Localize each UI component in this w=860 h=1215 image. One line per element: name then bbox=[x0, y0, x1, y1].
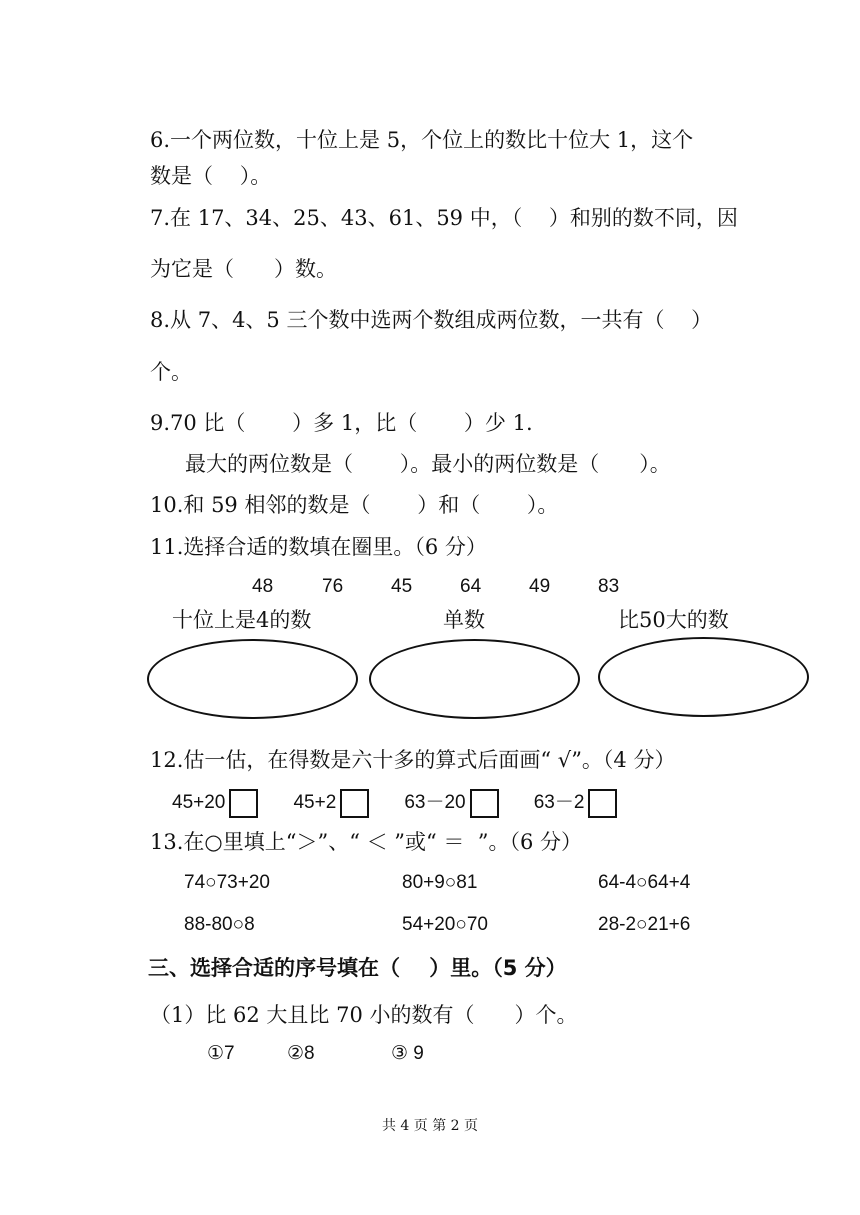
q12-expr: 63－2 bbox=[533, 792, 585, 813]
q8-line2: 个。 bbox=[150, 360, 192, 384]
section3-title: 三、选择合适的序号填在（ ）里。（5 分） bbox=[148, 956, 567, 980]
q13-expr: 88-80○8 bbox=[184, 914, 255, 935]
q12-expr: 63－20 bbox=[404, 792, 466, 813]
q11-number: 76 bbox=[322, 576, 344, 597]
q11-number: 45 bbox=[391, 576, 413, 597]
q12-expr: 45+20 bbox=[172, 792, 226, 813]
q13-title: 13.在○里填上“＞”、“ ＜ ”或“ ＝ ”。（6 分） bbox=[150, 830, 583, 854]
check-box[interactable] bbox=[470, 789, 499, 818]
option-1: ①7 bbox=[207, 1043, 235, 1064]
option-3: ③ 9 bbox=[391, 1043, 424, 1064]
q12-expr: 45+2 bbox=[293, 792, 337, 813]
answer-oval-1[interactable] bbox=[147, 639, 358, 719]
q11-label-odd: 单数 bbox=[443, 608, 485, 632]
q12-title: 12.估一估，在得数是六十多的算式后面画“ √”。（4 分） bbox=[150, 748, 676, 772]
q11-label-greater-50: 比50大的数 bbox=[618, 608, 729, 632]
answer-oval-2[interactable] bbox=[369, 639, 580, 719]
q6-line1: 6.一个两位数，十位上是 5，个位上的数比十位大 1，这个 bbox=[150, 128, 694, 152]
q11-number: 48 bbox=[252, 576, 274, 597]
q12-items bbox=[172, 787, 647, 818]
q10: 10.和 59 相邻的数是（ ）和（ ）。 bbox=[150, 493, 559, 517]
q6-line2: 数是（ ）。 bbox=[150, 164, 272, 188]
q7-line2: 为它是（ ）数。 bbox=[150, 257, 338, 281]
section3-q1: （1）比 62 大且比 70 小的数有（ ）个。 bbox=[150, 1003, 578, 1027]
q11-number: 83 bbox=[598, 576, 620, 597]
q7-line1: 7.在 17、34、25、43、61、59 中，（ ）和别的数不同，因 bbox=[150, 206, 738, 230]
q11-title: 11.选择合适的数填在圈里。（6 分） bbox=[150, 535, 487, 559]
check-box[interactable] bbox=[229, 789, 258, 818]
q11-number: 49 bbox=[529, 576, 551, 597]
q13-expr: 64-4○64+4 bbox=[598, 872, 691, 893]
q8-line1: 8.从 7、4、5 三个数中选两个数组成两位数，一共有（ ） bbox=[150, 308, 713, 332]
q11-label-tens-4: 十位上是4的数 bbox=[172, 608, 312, 632]
page-footer: 共 4 页 第 2 页 bbox=[381, 1118, 479, 1134]
check-box[interactable] bbox=[588, 789, 617, 818]
q13-expr: 80+9○81 bbox=[402, 872, 478, 893]
q11-number: 64 bbox=[460, 576, 482, 597]
q13-expr: 28-2○21+6 bbox=[598, 914, 691, 935]
q13-expr: 74○73+20 bbox=[184, 872, 270, 893]
q9-line2: 最大的两位数是（ ）。最小的两位数是（ ）。 bbox=[185, 452, 671, 476]
option-2: ②8 bbox=[287, 1043, 315, 1064]
answer-oval-3[interactable] bbox=[598, 637, 809, 717]
q9-line1: 9.70 比（ ）多 1，比（ ）少 1. bbox=[150, 411, 533, 435]
q13-expr: 54+20○70 bbox=[402, 914, 488, 935]
check-box[interactable] bbox=[340, 789, 369, 818]
